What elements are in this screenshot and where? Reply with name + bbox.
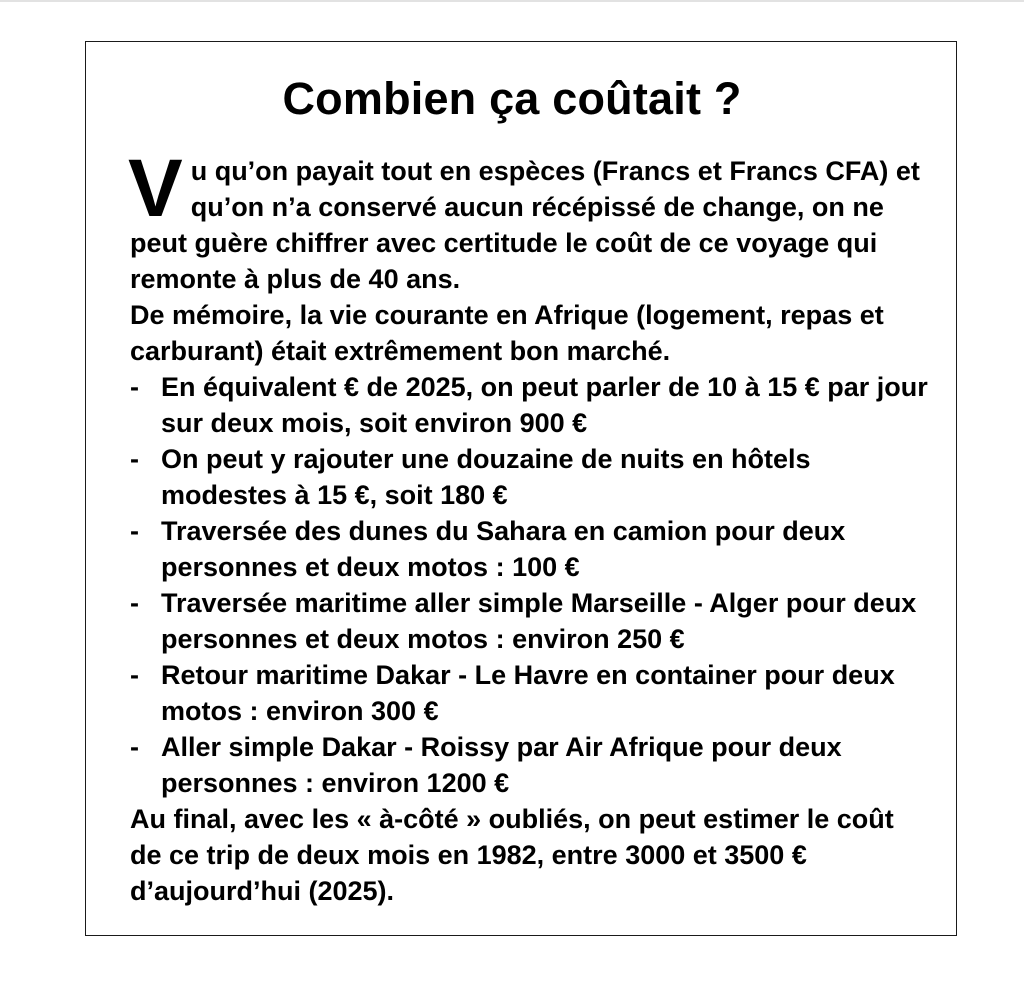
intro-paragraph <box>128 143 930 297</box>
cost-item-text: On peut y rajouter une douzaine de nuits en hôtels modestes à 15 €, soit 180 € <box>161 444 811 510</box>
cost-list <box>130 369 930 801</box>
cost-item-text: En équivalent € de 2025, on peut parler de 10 à 15 € par jour sur deux mois, soit environ 900 € <box>161 372 928 438</box>
cost-item <box>130 369 930 441</box>
bullet-dash: - <box>130 588 139 618</box>
conclusion-paragraph: Au final, avec les « à-côté » oubliés, on peut estimer le coût de ce trip de deux mois en 1982, entre 3000 et 3500 € d’aujourd’hui (2025). <box>130 804 894 906</box>
bullet-dash: - <box>130 372 139 402</box>
cost-item <box>130 441 930 513</box>
intro-text: u qu’on payait tout en espèces (Francs et Francs CFA) et qu’on n’a conservé aucun récépissé de change, on ne peut guère chiffrer avec certitude le coût de ce voyage qui remonte à plus de 40 ans. <box>130 156 920 294</box>
top-divider <box>0 0 1024 2</box>
cost-item <box>130 513 930 585</box>
cost-item-text: Traversée des dunes du Sahara en camion pour deux personnes et deux motos : 100 € <box>161 516 846 582</box>
cost-item <box>130 729 930 801</box>
bullet-dash: - <box>130 516 139 546</box>
cost-item-text: Aller simple Dakar - Roissy par Air Afrique pour deux personnes : environ 1200 € <box>161 732 842 798</box>
bullet-dash: - <box>130 732 139 762</box>
cost-item <box>130 585 930 657</box>
article-body <box>128 143 930 909</box>
drop-cap: V <box>128 143 183 234</box>
cost-item-text: Traversée maritime aller simple Marseille - Alger pour deux personnes et deux motos : environ 250 € <box>161 588 917 654</box>
living-costs-paragraph: De mémoire, la vie courante en Afrique (logement, repas et carburant) était extrêmement bon marché. <box>130 300 884 366</box>
cost-item <box>130 657 930 729</box>
cost-item-text: Retour maritime Dakar - Le Havre en container pour deux motos : environ 300 € <box>161 660 895 726</box>
article-title: Combien ça coûtait ? <box>282 73 742 124</box>
bullet-dash: - <box>130 660 139 690</box>
bullet-dash: - <box>130 444 139 474</box>
